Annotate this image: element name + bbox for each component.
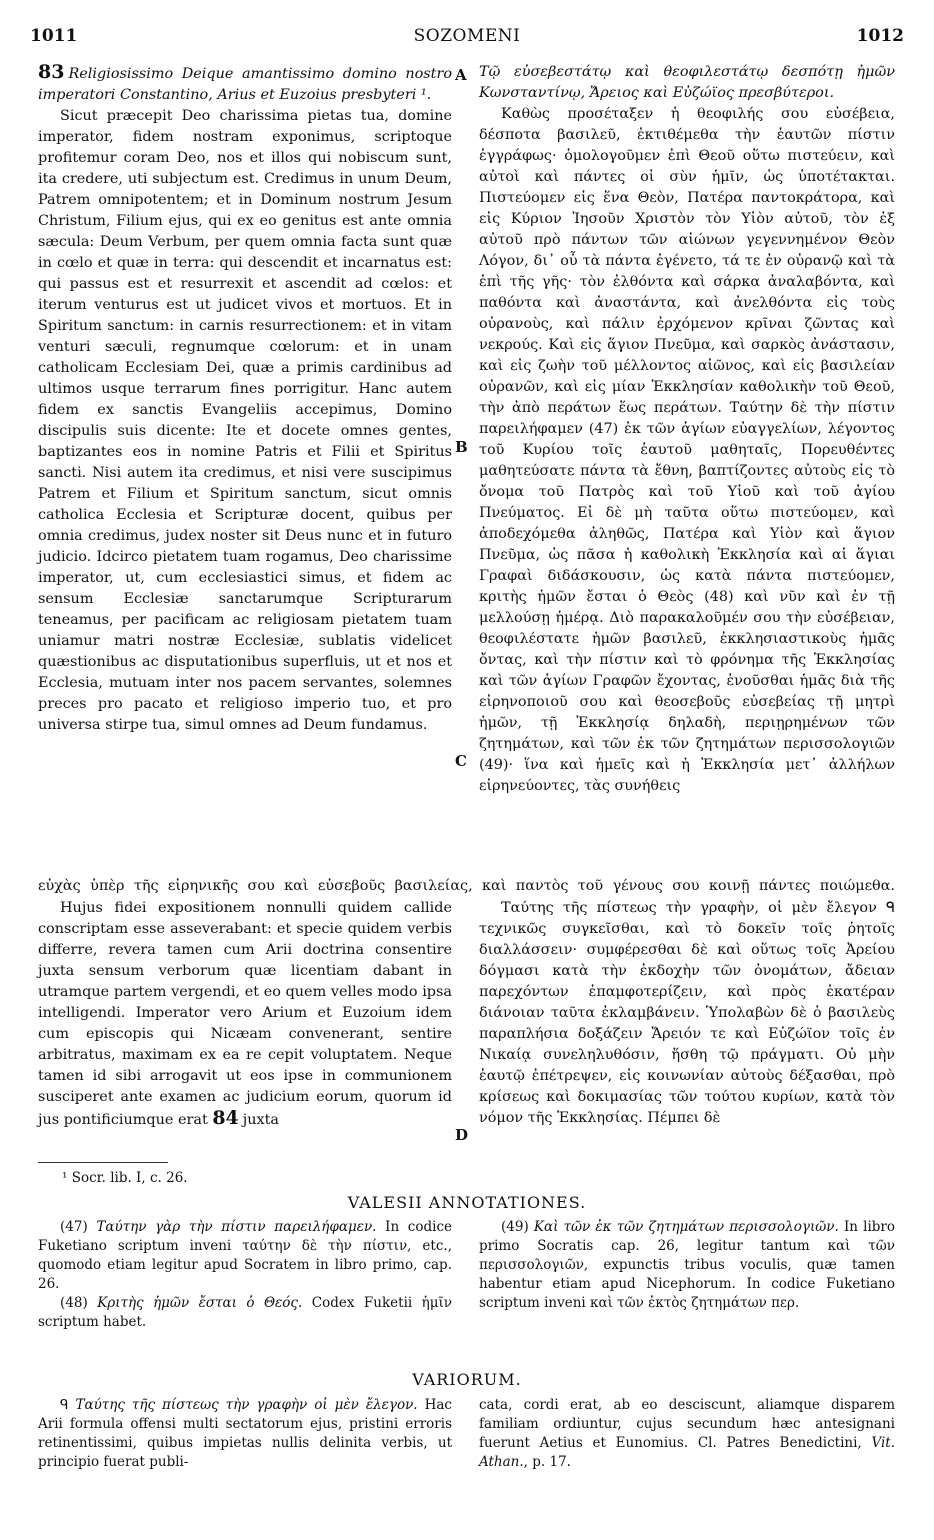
margin-marker-b: B (455, 438, 468, 456)
column-marker: 83 (38, 61, 65, 83)
left-column-number: 1011 (30, 26, 78, 46)
annotations-left (38, 1218, 452, 1332)
annotation-48: (48) Κριτὴς ἡμῶν ἔσται ὁ Θεός. Codex Fuketii ἡμῖν scriptum habet. (38, 1295, 453, 1330)
variorum-right (479, 1396, 895, 1472)
greek-paragraph-2: Ταύτης τῆς πίστεως τὴν γραφὴν, οἱ μὲν ἔλεγον ᑫ τεχνικῶς συγκεῖσθαι, καὶ τὸ δοκεῖν τοῖς ῥητοῖς διαλλάσσειν· συμφέρεσθαι δὲ καὶ οὕτως τοῖς Ἀρείου δόγμασι κατὰ τὴν ἐκδοχὴν τῶν ὀνομάτων, ἄδειαν παρεχόντων ἐπαμφοτερίζειν, καὶ πρὸς ἑκατέραν διάνοιαν ταῦτα ἐκλαμβάνειν. Ὑπολαβὼν δὲ ὁ βασιλεὺς παραπλήσια δοξάζειν Ἄρειόν τε καὶ Εὐζώϊον τοῖς ἐν Νικαίᾳ συνεληλυθόσιν, ἥσθη τῷ πράγματι. Οὐ μὴν ἑαυτῷ ἐπέτρεψεν, εἰς κοινωνίαν αὐτοὺς δέξασθαι, πρὸ κρίσεως καὶ δοκιμασίας τῶν τούτου κυρίων, κατὰ τὸν νόμον τῆς Ἐκκλησίας. Πέμπει δὲ (479, 900, 895, 1126)
latin-paragraph-2: Hujus fidei expositionem nonnulli quidem callide conscriptam esse asseverabant: et specie quidem verbis differre, revera tamen cum Arii doctrina consentire juxta sensum verborum quæ licentiam dabant in utramque partem vergendi, et eo quem velles modo ipsa intelligendi. Imperator vero Arium et Euzoium idem cum episcopis qui Nicæam convenerant, sentire arbitratus, maximam ex ea re cepit voluptatem. Neque tamen id sibi arrogavit ut eos ipse in communionem susciperet ante examen ac judicium eorum, quorum id jus pontificiumque erat 84 juxta (38, 900, 452, 1129)
margin-marker-a: A (455, 66, 467, 84)
annotation-47: (47) Ταύτην γὰρ τὴν πίστιν παρειλήφαμεν. In codice Fuketiano scriptum inveni ταύτην δὲ τὴν πίστιν, etc., quomodo etiam legitur apud Socratem in libro primo, cap. 26. (38, 1219, 453, 1292)
variorum-note-continued: cata, cordi erat, ab eo desciscunt, aliamque disparem familiam ordiuntur, cujus secundum hæc antesignani fuerunt Aetius et Eunomius. Cl. Patres Benedictini, Vit. Athan., p. 17. (479, 1397, 895, 1470)
variorum-note: ᑫ Ταύτης τῆς πίστεως τὴν γραφὴν οἱ μὲν ἔλεγον. Hac Arii formula offensi multi sectatorum ejus, pristini erroris retinentissimi, quibus impietas nullis delinita verbis, ut principio fuerat publi- (38, 1397, 452, 1470)
latin-column-lower (38, 898, 452, 1131)
annotation-49: (49) Καὶ τῶν ἐκ τῶν ζητημάτων περισσολογιῶν. In libro primo Socratis cap. 26, legitur tantum καὶ τῶν περισσολογιῶν, expunctis tribus voculis, quæ tamen habentur etiam apud Nicephorum. In codice Fuketiano scriptum inveni καὶ τῶν ἐκτὸς ζητημάτων περ. (479, 1219, 895, 1311)
column-marker-2: 84 (212, 1107, 239, 1129)
running-title: SOZOMENI (413, 26, 521, 46)
footnote: ¹ Socr. lib. I, c. 26. (62, 1170, 188, 1186)
greek-paragraph-1: Καθὼς προσέταξεν ἡ θεοφιλής σου εὐσέβεια, δέσποτα βασιλεῦ, ἐκτιθέμεθα τὴν ἑαυτῶν πίστιν ἐγγράφως· ὁμολογοῦμεν ἐπὶ Θεοῦ οὕτω πιστεύειν, καὶ αὐτοὶ καὶ πάντες οἱ σὺν ἡμῖν, ὡς ὑποτέτακται. Πιστεύομεν εἰς ἕνα Θεὸν, Πατέρα παντοκράτορα, καὶ εἰς Κύριον Ἰησοῦν Χριστὸν τὸν Υἱὸν αὐτοῦ, τὸν ἐξ αὐτοῦ πρὸ πάντων τῶν αἰώνων γεγεννημένον Θεὸν Λόγον, δι᾽ οὗ τὰ πάντα ἐγένετο, τά τε ἐν οὐρανῷ καὶ τὰ ἐπὶ τῆς γῆς· τὸν ἐλθόντα καὶ σάρκα ἀναλαβόντα, καὶ παθόντα καὶ ἀναστάντα, καὶ ἀνελθόντα εἰς τοὺς οὐρανοὺς, καὶ πάλιν ἐρχόμενον κρῖναι ζῶντας καὶ νεκρούς. Καὶ εἰς ἅγιον Πνεῦμα, καὶ σαρκὸς ἀνάστασιν, καὶ εἰς ζωὴν τοῦ μέλλοντος αἰῶνος, καὶ εἰς βασιλείαν οὐρανῶν, καὶ εἰς μίαν Ἐκκλησίαν καθολικὴν τοῦ Θεοῦ, τὴν ἀπὸ περάτων ἕως περάτων. Ταύτην δὲ τὴν πίστιν παρειλήφαμεν (47) ἐκ τῶν ἁγίων εὐαγγελίων, λέγοντος τοῦ Κυρίου τοῖς ἑαυτοῦ μαθηταῖς, Πορευθέντες μαθητεύσατε πάντα τὰ ἔθνη, βαπτίζοντες αὐτοὺς εἰς τὸ ὄνομα τοῦ Πατρὸς καὶ τοῦ Υἱοῦ καὶ τοῦ ἁγίου Πνεύματος. Εἰ δὲ μὴ ταῦτα οὕτω πιστεύομεν, καὶ ἀποδεχόμεθα ἀληθῶς, Πατέρα καὶ Υἱὸν καὶ ἅγιον Πνεῦμα, ὡς πᾶσα ἡ καθολικὴ Ἐκκλησία καὶ αἱ ἅγιαι Γραφαὶ διδάσκουσιν, ὡς κατὰ πάντα πιστεύομεν, κριτὴς ἡμῶν ἔσται ὁ Θεὸς (48) καὶ νῦν καὶ ἐν τῇ μελλούσῃ ἡμέρᾳ. Διὸ παρακαλοῦμέν σου τὴν εὐσέβειαν, θεοφιλέστατε ἡμῶν βασιλεῦ, ἐκκλησιαστικοὺς ἡμᾶς ὄντας, καὶ τὴν πίστιν καὶ τὸ φρόνημα τῆς Ἐκκλησίας καὶ τῶν ἁγίων Γραφῶν ἔχοντας, ἑνοῦσθαι ἡμᾶς διὰ τῆς εἰρηνοποιοῦ σου καὶ θεοσεβοῦς εὐσεβείας τῇ μητρὶ ἡμῶν, τῇ Ἐκκλησίᾳ δηλαδὴ, περιῃρημένων τῶν ζητημάτων, καὶ τῶν ἐκ τῶν ζητημάτων περισσολογιῶν (49)· ἵνα καὶ ἡμεῖς καὶ ἡ Ἐκκλησία μετ᾽ ἀλλήλων εἰρηνεύοντες, τὰς συνήθεις (479, 106, 895, 794)
footnote-rule (38, 1162, 168, 1163)
annotations-right (479, 1218, 895, 1313)
right-column-number: 1012 (856, 26, 904, 46)
margin-marker-c: C (455, 752, 467, 770)
greek-column-lower (479, 898, 895, 1129)
variorum-title: VARIORUM. (412, 1370, 522, 1389)
variorum-left (38, 1396, 452, 1472)
annotations-title: VALESII ANNOTATIONES. (347, 1193, 587, 1212)
latin-heading: 83 Religiosissimo Deique amantissimo domino nostro imperatori Constantino, Arius et Euzoius presbyteri ¹. (38, 61, 452, 103)
latin-paragraph-1: Sicut præcepit Deo charissima pietas tua, domine imperator, fidem nostram exponimus, scriptoque profitemur coram Deo, nos et illos qui nobiscum sunt, ita credere, uti subjectum est. Credimus in unum Deum, Patrem omnipotentem; et in Dominum nostrum Jesum Christum, Filium ejus, qui ex eo genitus est ante omnia sæcula: Deum Verbum, per quem omnia facta sunt quæ in cœlo et quæ in terra: qui descendit et incarnatus est: qui passus est et resurrexit et ascendit ad cœlos: et iterum venturus est ut judicet vivos et mortuos. Et in Spiritum sanctum: in carnis resurrectionem: et in vitam venturi sæculi, regnumque cœlorum: et in unam catholicam Ecclesiam Dei, quæ a primis cardinibus ad ultimos usque terrarum fines porrigitur. Hanc autem fidem ex sanctis Evangeliis accepimus, Domino discipulis suis dicente: Ite et docete omnes gentes, baptizantes eos in nomine Patris et Filii et Spiritus sancti. Nisi autem ita credimus, et nisi vere suscipimus Patrem et Filium et Spiritum sanctum, sicut omnis catholica Ecclesia et Scripturæ docent, quibus per omnia credimus, judex noster sit Deus nunc et in futuro judicio. Idcirco pietatem tuam rogamus, Deo charissime imperator, ut, cum ecclesiastici simus, et fidem ac sensum Ecclesiæ sanctarumque Scripturarum teneamus, per pacificam ac religiosam pietatem tuam uniamur matri nostræ Ecclesiæ, sublatis videlicet quæstionibus ac disputationibus superfluis, ut et nos et Ecclesia, mutuam inter nos pacem servantes, solemnes preces pro pacato et religioso imperio tuo, et pro universa stirpe tua, simul omnes ad Deum fundamus. (38, 108, 452, 733)
latin-column-upper (38, 62, 452, 736)
greek-heading: Τῷ εὐσεβεστάτῳ καὶ θεοφιλεστάτῳ δεσπότῃ ἡμῶν Κωνσταντίνῳ, Ἄρειος καὶ Εὐζώϊος πρεσβύτεροι. (479, 64, 895, 101)
greek-full-width-line: εὐχὰς ὑπὲρ τῆς εἰρηνικῆς σου καὶ εὐσεβοῦς βασιλείας, καὶ παντὸς τοῦ γένους σου κοινῇ πάντες ποιώμεθα. (38, 878, 895, 894)
greek-column-upper (479, 62, 895, 797)
margin-marker-d: D (455, 1126, 469, 1144)
page-header (30, 26, 904, 52)
